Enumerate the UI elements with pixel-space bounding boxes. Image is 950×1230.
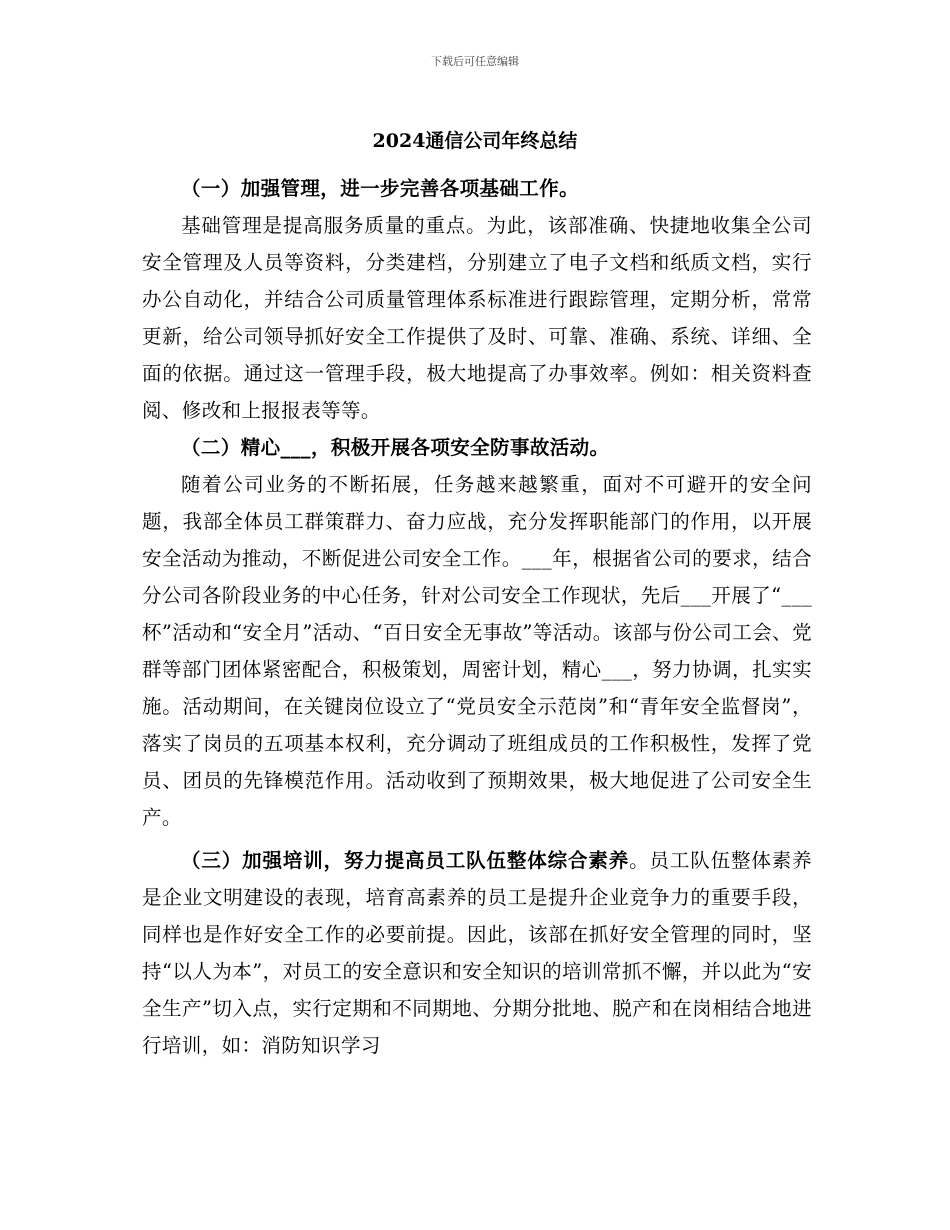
section-3-paragraph-text: 。员工队伍整体素养是企业文明建设的表现，培育高素养的员工是提升企业竞争力的重要手段，同样也是作好安全工作的必要前提。因此，该部在抓好安全管理的同时，坚持“以人为本”，对员工的安全意识和安全知识的培训常抓不懈，并以此为“安全生产”切入点，实行定期和不同期地、分期分批地、脱产和在岗相结合地进行培训，如：消防知识学习 [142, 849, 812, 1057]
section-2-paragraph-tail: 、团员的先锋模范作用。活动收到了预期效果，极大地促进了公司安全生产。 [142, 769, 812, 829]
section-3-heading: （三）加强培训，努力提高员工队伍整体综合素养 [181, 849, 630, 872]
section-1-paragraph: 基础管理是提高服务质量的重点。为此，该部准确、快捷地收集全公司安全管理及人员等资料，分类建档，分别建立了电子文档和纸质文档，实行办公自动化，并结合公司质量管理体系标准进行跟踪管理，定期分析，常常更新，给公司领导抓好安全工作提供了及时、可靠、准确、系统、详细、全面的依据。通过这一管理手段，极大地提高了办事效率。例如：相关资料查阅、修改和上报报表等等。 [142, 214, 812, 422]
section-2-paragraph [142, 466, 812, 836]
section-2-heading: （二）精心___，积极开展各项安全防事故活动。 [181, 436, 610, 459]
page-header-note: 下载后可任意编辑 [431, 55, 519, 68]
section-2-paragraph-text: 随着公司业务的不断拓展，任务越来越繁重，面对不可避开的安全问题，我部全体员工群策群力、奋力应战，充分发挥职能部门的作用，以开展安全活动为推动，不断促进公司安全工作。___年，根据省公司的要求，结合分公司各阶段业务的中心任务，针对公司安全工作现状，先后___开展了“___杯”活动和“安全月”活动、“百日安全无事故”等活动。该部与份公司工会、党群等部门团体紧密配合，积极策划，周密计划，精心___，努力协调，扎实实施。活动期间，在关键岗位设立了“党员安全示范岗”和“青年安全监督岗”，落实了岗员的五项基本权利，充分调动了班组成员的工作积极性，发挥了党员 [142, 473, 812, 792]
document-title: 2024通信公司年终总结 [372, 130, 578, 152]
document-body [142, 170, 812, 1064]
section-1-heading: （一）加强管理，进一步完善各项基础工作。 [181, 177, 580, 200]
section-3-paragraph [142, 842, 812, 1064]
